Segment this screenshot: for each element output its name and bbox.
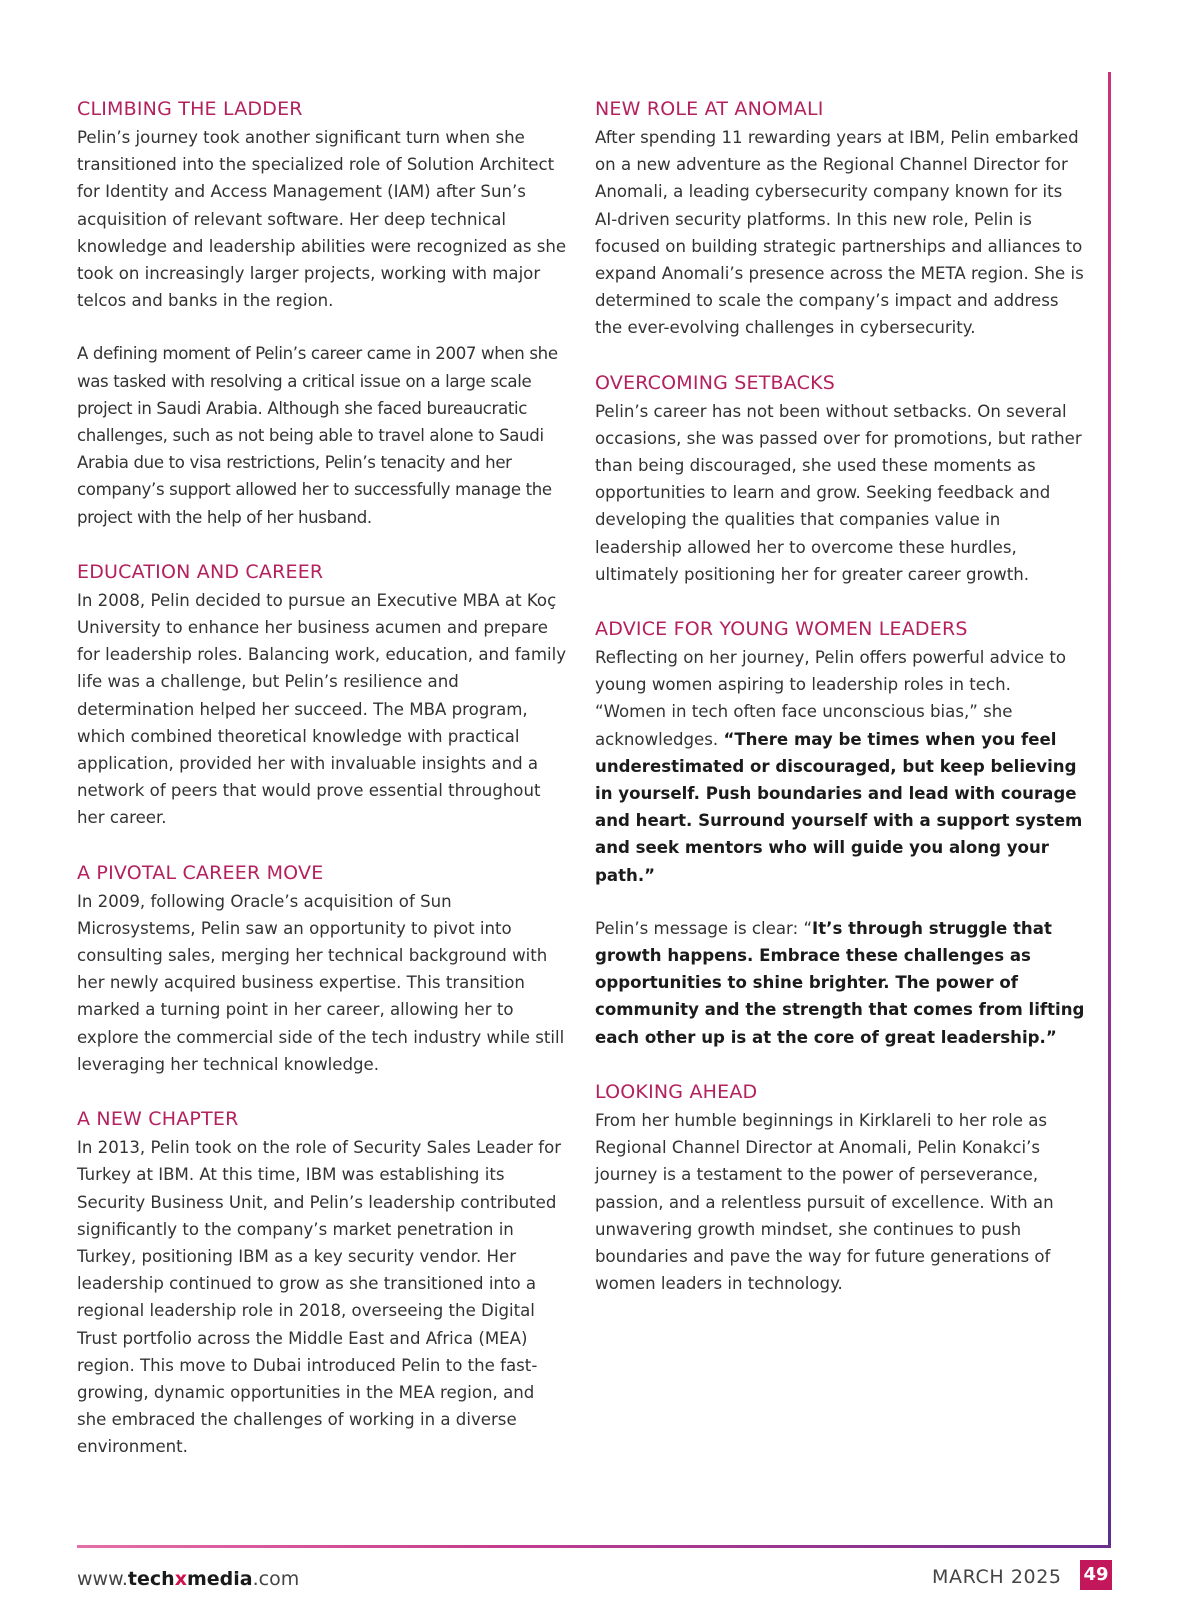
paragraph: Pelin’s journey took another significant turn when she transitioned into the specialized role of Solution Architect for Identity and Access Management (IAM) after Sun’s acquisition of relevant software. Her deep technical knowledge and leadership abilities were recognized as she took on increasingly larger projects, working with major telcos and banks in the region. — [77, 128, 567, 311]
paragraph: After spending 11 rewarding years at IBM, Pelin embarked on a new adventure as the Regional Channel Director for Anomali, a leading cybersecurity company known for its AI-driven security platforms. In this new role, Pelin is focused on building strategic partnerships and alliances to expand Anomali’s presence across the META region. She is determined to scale the company’s impact and address the ever-evolving challenges in cybersecurity. — [595, 128, 1084, 338]
left-column — [77, 96, 567, 1489]
section-education-and-career — [77, 559, 567, 832]
paragraph: In 2013, Pelin took on the role of Security Sales Leader for Turkey at IBM. At this time, IBM was establishing its Security Business Unit, and Pelin’s leadership contributed significantly to the company’s market penetration in Turkey, positioning IBM as a key security vendor. Her leadership continued to grow as she transitioned into a regional leadership role in 2018, overseeing the Digital Trust portfolio across the Middle East and Africa (MEA) region. This move to Dubai introduced Pelin to the fast-growing, dynamic opportunities in the MEA region, and she embraced the challenges of working in a diverse environment. — [77, 1138, 562, 1457]
section-new-role-at-anomali — [595, 96, 1085, 342]
section-pivotal-career-move — [77, 860, 567, 1078]
url-suffix: .com — [252, 1568, 300, 1590]
url-prefix: www. — [77, 1568, 128, 1590]
paragraph — [595, 915, 1085, 1051]
website-url[interactable] — [77, 1568, 299, 1590]
paragraph-text: Reflecting on her journey, Pelin offers powerful advice to young women aspiring to leadership roles in tech. “Women in tech often face unconscious bias,” she acknowledges. — [595, 648, 1066, 749]
page-number-badge: 49 — [1080, 1560, 1112, 1590]
paragraph: In 2009, following Oracle’s acquisition of Sun Microsystems, Pelin saw an opportunity to pivot into consulting sales, merging her technical background with her newly acquired business expertise. This transition marked a turning point in her career, allowing her to explore the commercial side of the tech industry while still leveraging her technical knowledge. — [77, 891, 565, 1074]
url-brand-x: x — [174, 1568, 187, 1590]
paragraph — [595, 644, 1085, 889]
section-climbing-the-ladder — [77, 96, 567, 531]
section-new-chapter — [77, 1106, 567, 1460]
url-brand-tech: tech — [127, 1568, 175, 1590]
section-heading: EDUCATION AND CAREER — [77, 560, 324, 583]
section-heading: CLIMBING THE LADDER — [77, 98, 303, 120]
footer-divider-line — [77, 1545, 1111, 1548]
issue-date: MARCH 2025 — [932, 1566, 1062, 1588]
quote-text: “There may be times when you feel underestimated or discouraged, but keep believing in yourself. Push boundaries and lead with courage and heart. Surround yourself with a support system and seek mentors who will guide you along your path.” — [595, 729, 1083, 885]
right-column — [595, 96, 1085, 1325]
section-heading: NEW ROLE AT ANOMALI — [595, 98, 824, 120]
url-brand-media: media — [186, 1568, 253, 1590]
section-advice-for-young-women-leaders — [595, 616, 1085, 1051]
paragraph: Pelin’s career has not been without setbacks. On several occasions, she was passed over for promotions, but rather than being discouraged, she used these moments as opportunities to learn and grow. Seeking feedback and developing the qualities that companies value in leadership allowed her to overcome these hurdles, ultimately positioning her for greater career growth. — [595, 401, 1082, 584]
quote-text: It’s through struggle that growth happens. Embrace these challenges as opportunities to shine brighter. The power of community and the strength that comes from lifting each other up is at the core of great leadership.” — [595, 918, 1085, 1047]
paragraph: In 2008, Pelin decided to pursue an Executive MBA at Koç University to enhance her business acumen and prepare for leadership roles. Balancing work, education, and family life was a challenge, but Pelin’s resilience and determination helped her succeed. The MBA program, which combined theoretical knowledge with practical application, provided her with invaluable insights and a network of peers that would prove essential throughout her career. — [77, 590, 567, 828]
paragraph: From her humble beginnings in Kirklareli to her role as Regional Channel Director at Anomali, Pelin Konakci’s journey is a testament to the power of perseverance, passion, and a relentless pursuit of excellence. With an unwavering growth mindset, she continues to push boundaries and pave the way for future generations of women leaders in technology. — [595, 1110, 1054, 1294]
section-looking-ahead — [595, 1079, 1085, 1297]
section-heading: LOOKING AHEAD — [595, 1080, 758, 1103]
section-heading: OVERCOMING SETBACKS — [595, 371, 836, 394]
section-heading: A PIVOTAL CAREER MOVE — [77, 861, 324, 884]
section-heading: ADVICE FOR YOUNG WOMEN LEADERS — [595, 618, 968, 641]
vertical-accent-line — [1108, 72, 1111, 1548]
paragraph-text: Pelin’s message is clear: “ — [595, 918, 813, 938]
paragraph: A defining moment of Pelin’s career came in 2007 when she was tasked with resolving a critical issue on a large scale project in Saudi Arabia. Although she faced bureaucratic challenges, such as not being able to travel alone to Saudi Arabia due to visa restrictions, Pelin’s tenacity and her company’s support allowed her to successfully manage the project with the help of her husband. — [77, 344, 558, 527]
section-heading: A NEW CHAPTER — [77, 1108, 239, 1131]
section-overcoming-setbacks — [595, 370, 1085, 588]
